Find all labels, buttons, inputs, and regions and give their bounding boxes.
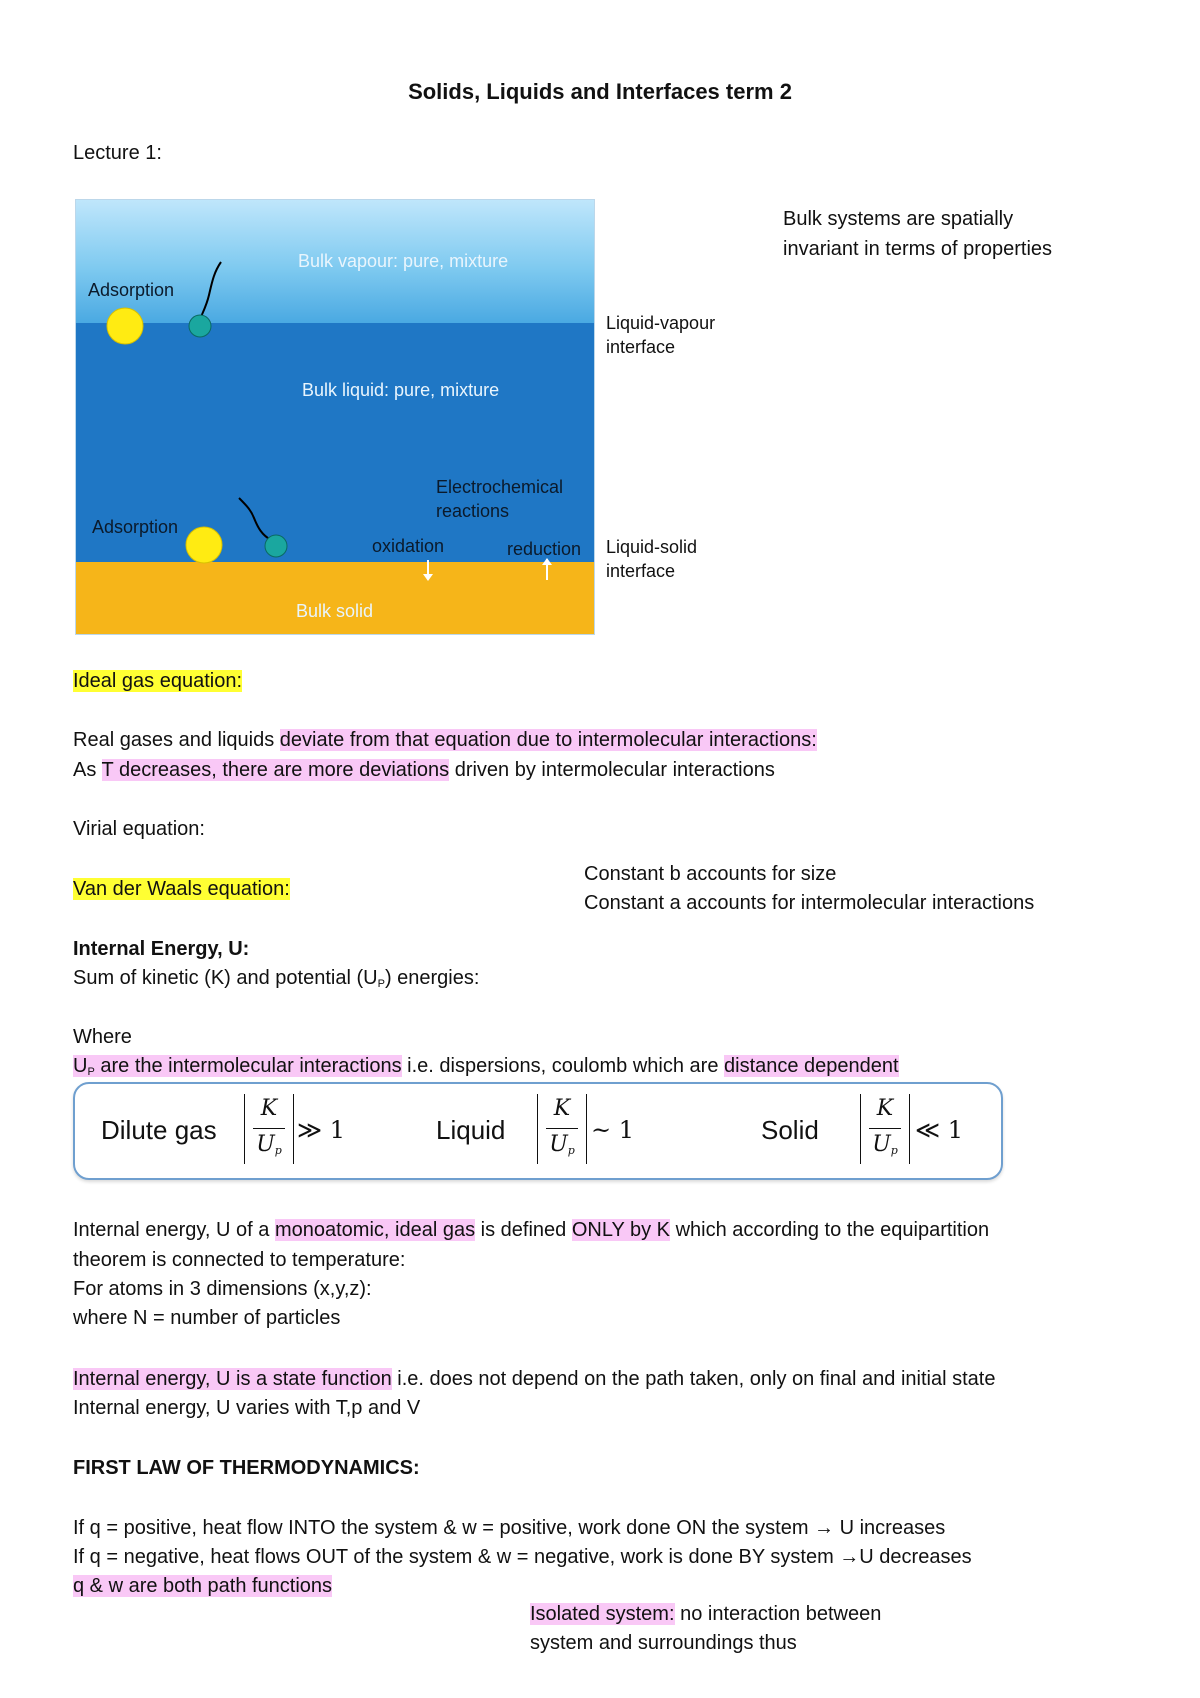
interfaces-diagram bbox=[75, 199, 595, 635]
dilute-gas-label: Dilute gas bbox=[101, 1115, 217, 1145]
q-negative-line: If q = negative, heat flows OUT of the system & w = negative, work is done BY system →U decreases bbox=[73, 1546, 972, 1568]
where-n-line: where N = number of particles bbox=[73, 1307, 341, 1329]
ratio-k-up-liquid: K $U_p$ bbox=[537, 1094, 587, 1164]
liquid-label: Liquid bbox=[436, 1115, 506, 1145]
where-label: Where bbox=[73, 1026, 132, 1048]
ratio-k-up-solid: K $U_p$ bbox=[860, 1094, 910, 1164]
surfactant-head-bottom bbox=[265, 535, 287, 557]
sum-energies-line: Sum of kinetic (K) and potential $(U_P)$ energies: bbox=[73, 967, 480, 990]
ratio-k-up-dilute: K $U_p$ bbox=[244, 1094, 294, 1164]
adsorption-label-top: Adsorption bbox=[88, 280, 175, 300]
adsorbed-particle-top bbox=[107, 308, 143, 344]
varies-line: Internal energy, U varies with T,p and V bbox=[73, 1397, 421, 1419]
electrochemical-label: Electrochemical bbox=[436, 477, 564, 497]
vapour-label: Bulk vapour: pure, mixture bbox=[298, 251, 509, 271]
liquid-relation: ~ 1 bbox=[591, 1116, 635, 1144]
lv-interface-label-1: Liquid-vapour bbox=[606, 313, 716, 333]
adsorbed-particle-bottom bbox=[186, 527, 222, 563]
dilute-relation: ≫ 1 bbox=[297, 1116, 346, 1144]
virial-heading: Virial equation: bbox=[73, 818, 205, 840]
isolated-system-line-2: system and surroundings thus bbox=[530, 1632, 797, 1654]
state-function-line: Internal energy, U is a state function i.e. does not depend on the path taken, only on final and initial state bbox=[73, 1368, 996, 1390]
internal-energy-heading: Internal Energy, U: bbox=[73, 938, 250, 960]
ls-interface-label-1: Liquid-solid bbox=[606, 537, 698, 557]
real-gases-line: Real gases and liquids deviate from that equation due to intermolecular interactions: bbox=[73, 729, 817, 751]
constant-a-note: Constant a accounts for intermolecular interactions bbox=[584, 892, 1035, 914]
constant-b-note: Constant b accounts for size bbox=[584, 863, 837, 885]
lecture-heading: Lecture 1: bbox=[73, 142, 162, 164]
first-law-heading: FIRST LAW OF THERMODYNAMICS: bbox=[73, 1457, 420, 1479]
surfactant-tail-bottom bbox=[239, 498, 271, 540]
ideal-gas-heading: Ideal gas equation: bbox=[73, 670, 243, 692]
path-functions-line: q & w are both path functions bbox=[73, 1575, 333, 1597]
solid-label: Solid bbox=[761, 1115, 819, 1145]
surfactant-head-top bbox=[189, 315, 211, 337]
ratio-comparison-box bbox=[73, 1082, 1003, 1180]
page-title: Solids, Liquids and Interfaces term 2 bbox=[408, 79, 792, 104]
solid-relation: ≪ 1 bbox=[915, 1116, 964, 1144]
solid-label: Bulk solid bbox=[296, 601, 374, 621]
ls-interface-label-2: interface bbox=[606, 561, 676, 581]
monoatomic-line: Internal energy, U of a monoatomic, ideal gas is defined ONLY by K which according to the equipartition bbox=[73, 1219, 990, 1241]
isolated-system-line: Isolated system: no interaction between bbox=[530, 1603, 882, 1625]
theorem-line: theorem is connected to temperature: bbox=[73, 1249, 406, 1271]
bulk-note-line-2: invariant in terms of properties bbox=[783, 238, 1053, 260]
reduction-label: reduction bbox=[507, 539, 582, 559]
t-decreases-line: As T decreases, there are more deviations driven by intermolecular interactions bbox=[73, 759, 775, 781]
bulk-note-line-1: Bulk systems are spatially bbox=[783, 208, 1014, 230]
oxidation-arrowhead bbox=[423, 574, 433, 581]
liquid-label: Bulk liquid: pure, mixture bbox=[302, 380, 500, 400]
adsorption-label-bottom: Adsorption bbox=[92, 517, 179, 537]
lv-interface-label-2: interface bbox=[606, 337, 676, 357]
q-positive-line: If q = positive, heat flow INTO the system & w = positive, work done ON the system → U increases bbox=[73, 1517, 946, 1539]
vdw-heading: Van der Waals equation: bbox=[73, 878, 290, 900]
reactions-label: reactions bbox=[436, 501, 510, 521]
up-definition-line: $U_P$ are the intermolecular interactions i.e. dispersions, coulomb which are distance dependent bbox=[73, 1055, 899, 1078]
oxidation-label: oxidation bbox=[372, 536, 445, 556]
atoms-3d-line: For atoms in 3 dimensions (x,y,z): bbox=[73, 1278, 372, 1300]
